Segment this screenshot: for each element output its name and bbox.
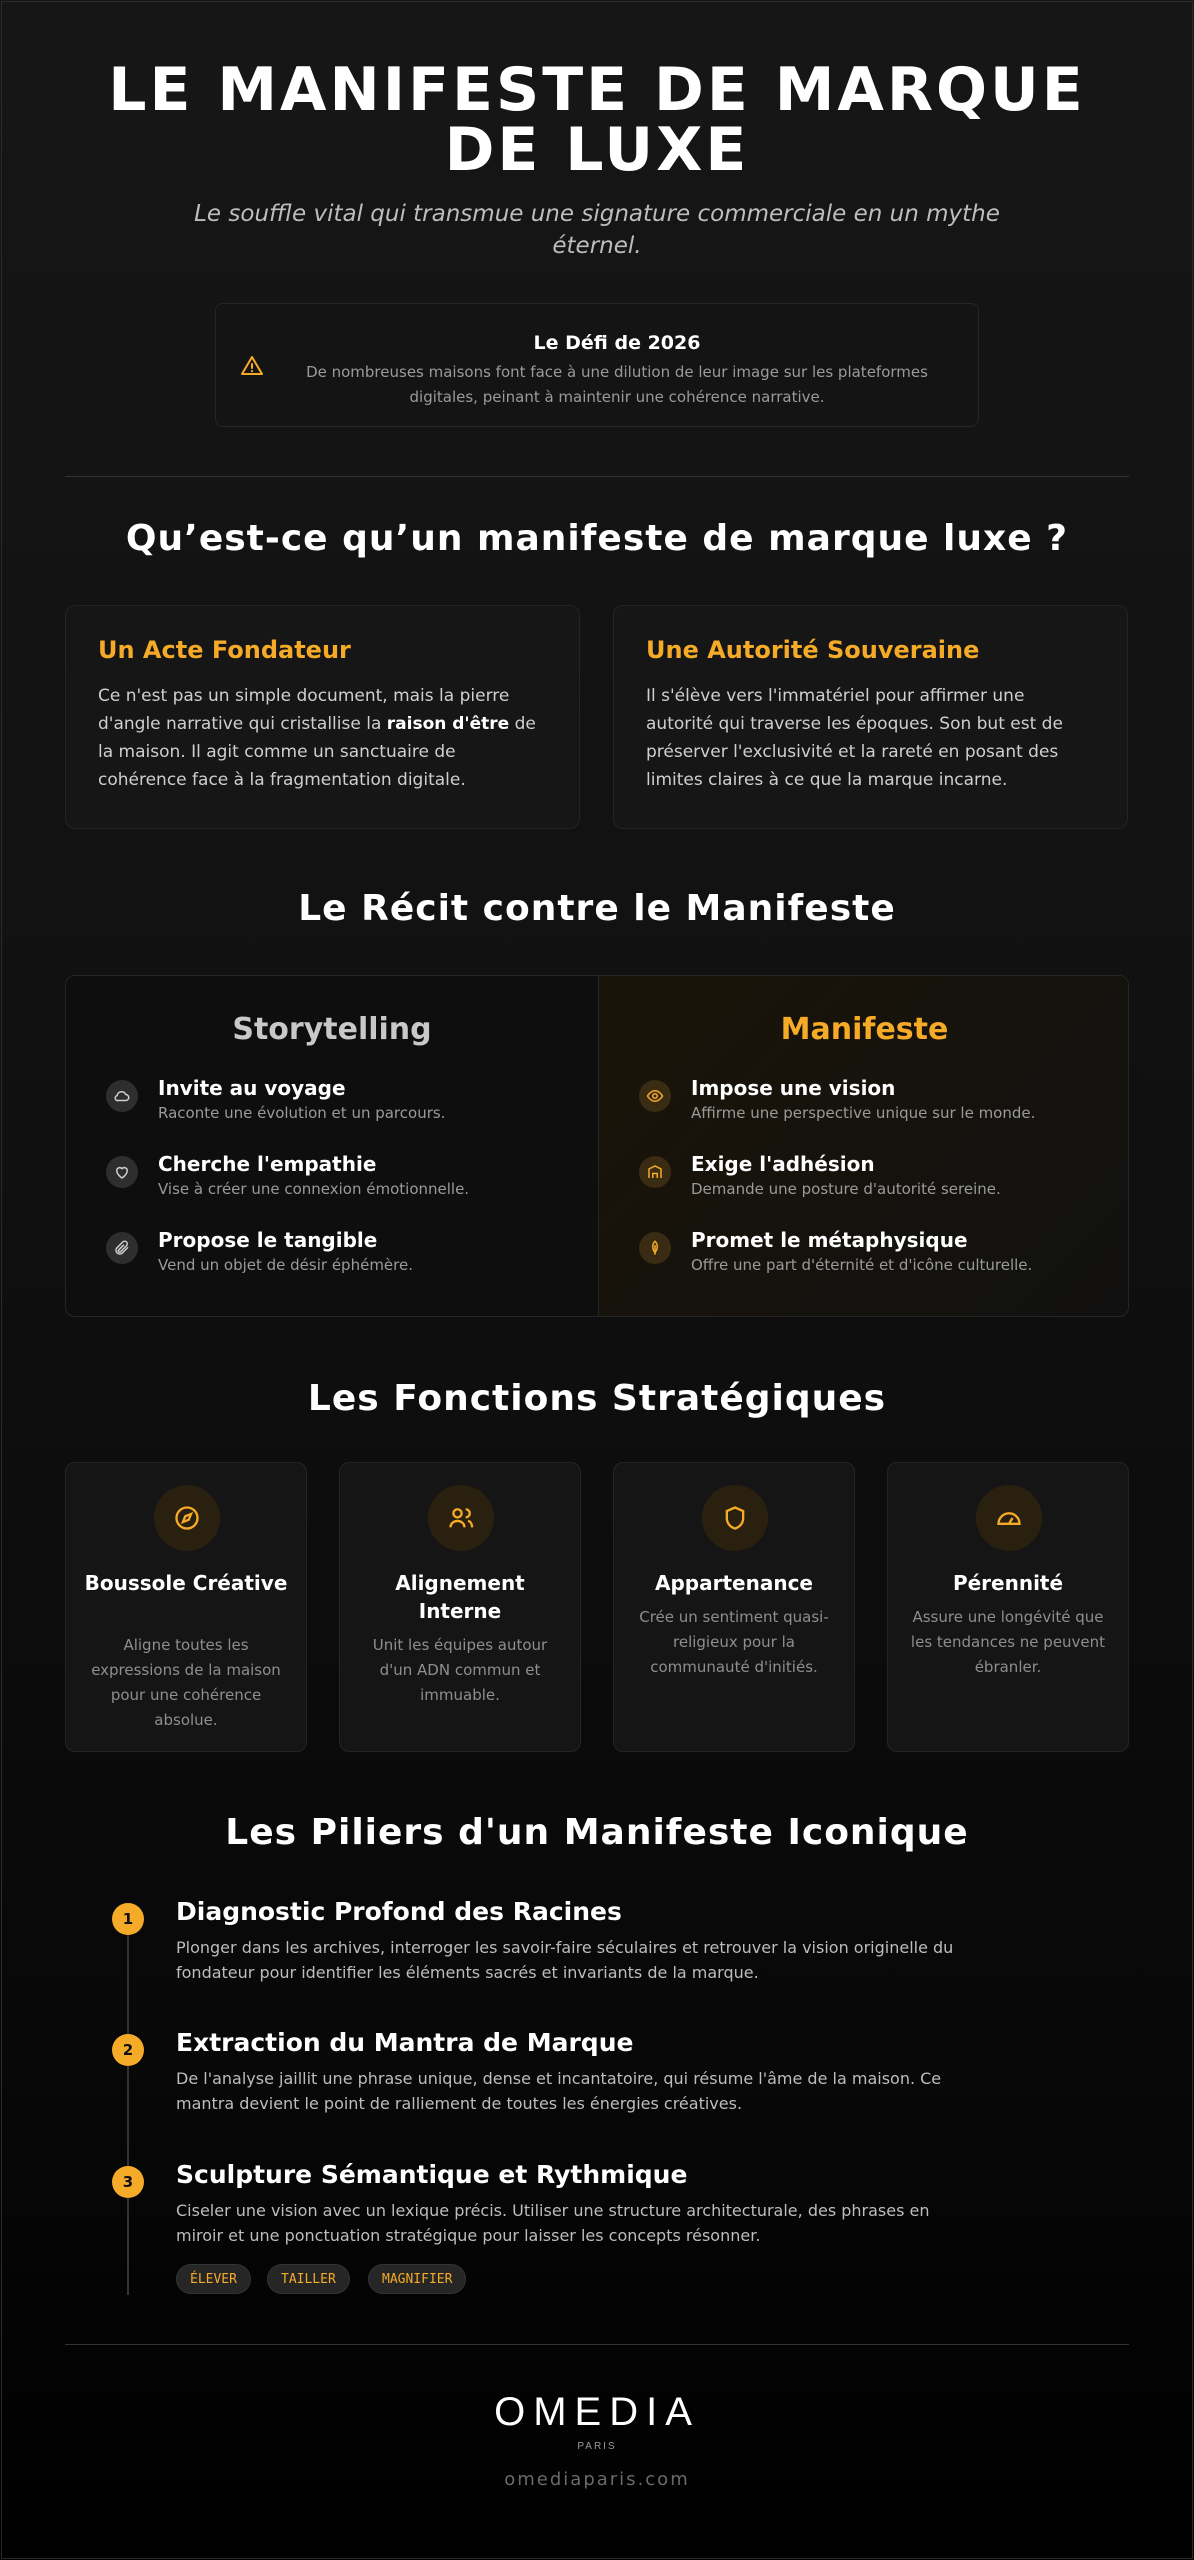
card-title: Appartenance [655,1571,813,1595]
website-link[interactable]: omediaparis.com [504,2469,690,2490]
step-title: Sculpture Sémantique et Rythmique [176,2160,688,2189]
shield-icon [702,1485,768,1551]
item-text: Vise à créer une connexion émotionnelle. [158,1180,470,1198]
item-title: Exige l'adhésion [691,1152,875,1176]
storytelling-column [66,976,598,1316]
pillars-heading: Les Piliers d'un Manifeste Iconique [225,1812,969,1853]
column-title: Storytelling [232,1012,432,1047]
column-title: Manifeste [780,1012,949,1047]
page-subtitle: Le souffle vital qui transmue une signature commerciale en un mythe éternel. [194,201,1000,259]
title-line-1: LE MANIFESTE DE MARQUE [108,55,1086,125]
card-text: Assure une longévité que les tendances ne peuvent ébranler. [910,1608,1106,1676]
page-title [0,55,1194,185]
item-text: Vend un objet de désir éphémère. [158,1256,413,1274]
card-text: Ce n'est pas un simple document, mais la pierre d'angle narrative qui cristallise la raison d'être de la maison. Il agit comme un sanctuaire de cohérence face à la fragmentation digitale. [98,686,536,790]
section-divider [65,476,1129,477]
card-title: Alignement Interne [395,1571,525,1623]
definition-card-founding-act [65,605,580,829]
warning-icon [240,354,264,378]
step-number-badge: 2 [112,2034,144,2066]
functions-heading: Les Fonctions Stratégiques [307,1378,887,1419]
item-title: Impose une vision [691,1076,896,1100]
temple-icon [639,1156,671,1188]
function-card-longevity [887,1462,1129,1752]
card-title: Boussole Créative [84,1571,288,1595]
manifesto-column [598,976,1129,1316]
tag-chip: TAILLER [267,2264,350,2294]
step-text: Plonger dans les archives, interroger les savoir-faire séculaires et retrouver la vision originelle du fondateur pour identifier les éléments sacrés et invariants de la marque. [176,1938,954,1982]
gauge-icon [976,1485,1042,1551]
item-title: Cherche l'empathie [158,1152,377,1176]
step-title: Diagnostic Profond des Racines [176,1897,622,1926]
card-title: Un Acte Fondateur [98,636,351,664]
title-line-2: DE LUXE [444,115,750,185]
card-text: Crée un sentiment quasi-religieux pour la communauté d'initiés. [639,1608,829,1676]
challenge-text: De nombreuses maisons font face à une dilution de leur image sur les plateformes digitales, peinant à maintenir une cohérence narrative. [306,363,928,406]
item-text: Raconte une évolution et un parcours. [158,1104,446,1122]
users-icon [428,1485,494,1551]
step-text: De l'analyse jaillit une phrase unique, dense et incantatoire, qui résume l'âme de la maison. Ce mantra devient le point de ralliement de toutes les énergies créatives. [176,2069,942,2113]
brand-logo: OMEDIA [494,2390,700,2434]
step-number-badge: 1 [112,1903,144,1935]
challenge-title: Le Défi de 2026 [533,332,701,354]
timeline-line [127,1920,129,2295]
compass-icon [154,1485,220,1551]
card-title: Pérennité [952,1571,1064,1595]
comparison-table [65,975,1129,1317]
card-text: Unit les équipes autour d'un ADN commun et immuable. [372,1636,548,1704]
item-text: Affirme une perspective unique sur le monde. [691,1104,1036,1122]
challenge-box [215,303,979,427]
definition-card-sovereign-authority [613,605,1128,829]
step-text: Ciseler une vision avec un lexique précis. Utiliser une structure architecturale, des phrases en miroir et une ponctuation stratégique pour laisser les concepts résonner. [176,2201,930,2245]
step-title: Extraction du Mantra de Marque [176,2028,634,2057]
card-text: Il s'élève vers l'immatériel pour affirmer une autorité qui traverse les époques. Son but est de préserver l'exclusivité et la rareté en posant des limites claires à ce que la marque incarne. [646,686,1063,790]
card-text: Aligne toutes les expressions de la maison pour une cohérence absolue. [91,1636,281,1729]
paperclip-icon [106,1232,138,1264]
feather-icon [639,1232,671,1264]
step-number-badge: 3 [112,2166,144,2198]
definition-heading: Qu’est-ce qu’un manifeste de marque luxe ? [125,518,1069,559]
function-card-compass [65,1462,307,1752]
tag-chip: MAGNIFIER [368,2264,466,2294]
item-title: Propose le tangible [158,1228,378,1252]
heart-icon [106,1156,138,1188]
item-text: Offre une part d'éternité et d'icône culturelle. [691,1256,1033,1274]
footer-divider [65,2344,1129,2345]
comparison-heading: Le Récit contre le Manifeste [298,888,896,929]
item-text: Demande une posture d'autorité sereine. [691,1180,1001,1198]
cloud-icon [106,1080,138,1112]
item-title: Invite au voyage [158,1076,346,1100]
item-title: Promet le métaphysique [691,1228,968,1252]
function-card-alignment [339,1462,581,1752]
eye-icon [639,1080,671,1112]
brand-city: PARIS [577,2441,617,2452]
function-card-belonging [613,1462,855,1752]
card-title: Une Autorité Souveraine [646,636,980,664]
tag-chip: ÉLEVER [176,2264,251,2294]
